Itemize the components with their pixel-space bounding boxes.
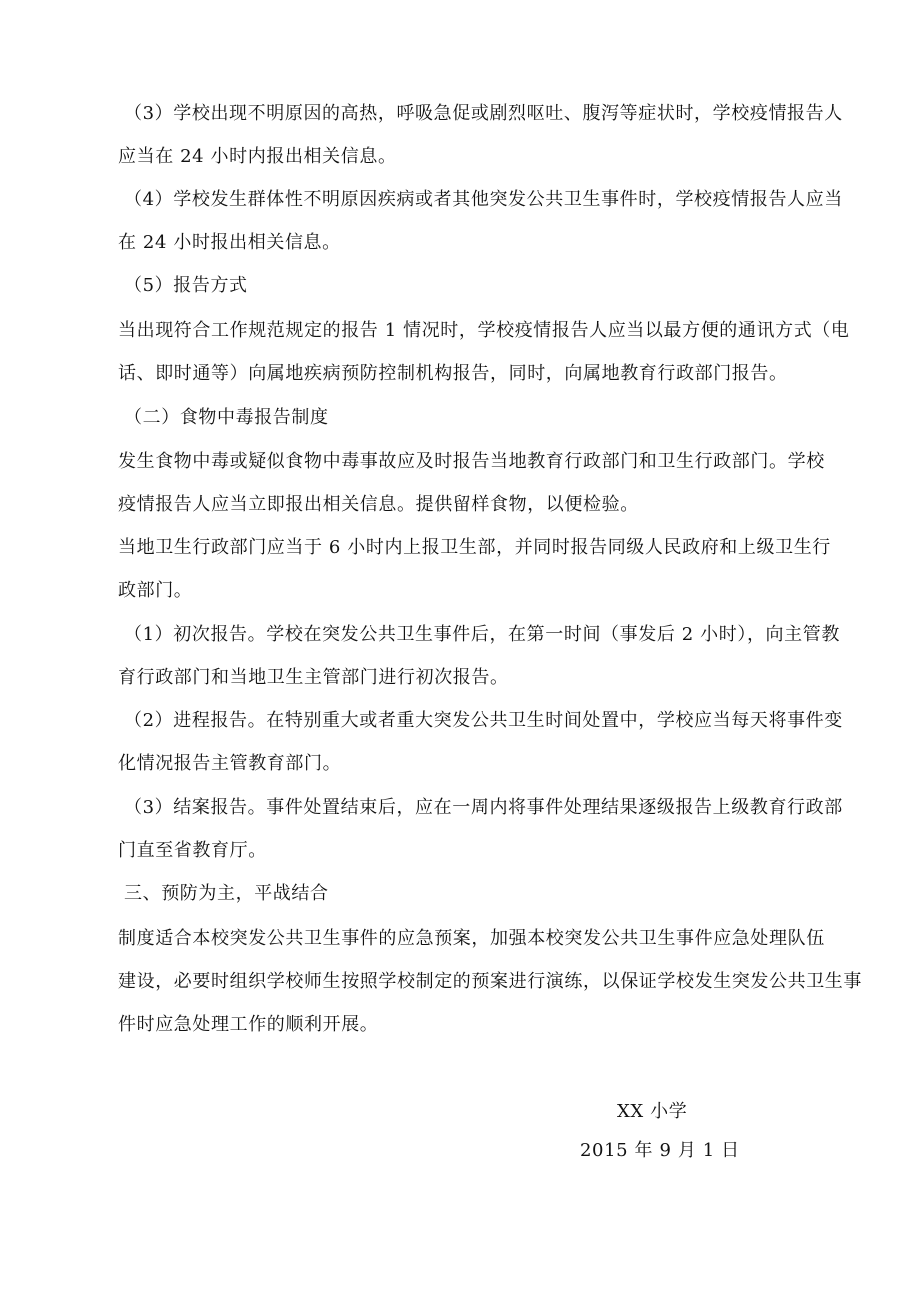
paragraph-line: 建设，必要时组织学校师生按照学校制定的预案进行演练，以保证学校发生突发公共卫生事 (118, 971, 862, 992)
paragraph-line: 化情况报告主管教育部门。 (118, 753, 342, 774)
paragraph-line: （4）学校发生群体性不明原因疾病或者其他突发公共卫生事件时，学校疫情报告人应当 (124, 189, 843, 210)
paragraph-line: 在 24 小时报出相关信息。 (118, 232, 341, 253)
section-heading: （二）食物中毒报告制度 (124, 407, 329, 428)
paragraph-line: 门直至省教育厅。 (118, 840, 267, 861)
paragraph-line: 应当在 24 小时内报出相关信息。 (118, 146, 397, 167)
paragraph-line: 当地卫生行政部门应当于 6 小时内上报卫生部，并同时报告同级人民政府和上级卫生行 (118, 537, 831, 558)
paragraph-line: （3）学校出现不明原因的高热，呼吸急促或剧烈呕吐、腹泻等症状时，学校疫情报告人 (124, 103, 843, 124)
paragraph-line: 政部门。 (118, 580, 193, 601)
paragraph-line: 话、即时通等）向属地疾病预防控制机构报告，同时，向属地教育行政部门报告。 (118, 363, 788, 384)
signature-organization: XX 小学 (617, 1101, 688, 1122)
paragraph-line: （1）初次报告。学校在突发公共卫生事件后，在第一时间（事发后 2 小时），向主管教 (124, 624, 840, 645)
paragraph-line: （3）结案报告。事件处置结束后，应在一周内将事件处理结果逐级报告上级教育行政部 (124, 797, 843, 818)
paragraph-line: 发生食物中毒或疑似食物中毒事故应及时报告当地教育行政部门和卫生行政部门。学校 (118, 451, 825, 472)
section-heading: （5）报告方式 (124, 275, 248, 296)
section-heading: 三、预防为主，平战结合 (124, 883, 329, 904)
paragraph-line: 育行政部门和当地卫生主管部门进行初次报告。 (118, 667, 509, 688)
paragraph-line: 件时应急处理工作的顺利开展。 (118, 1014, 379, 1035)
paragraph-line: 当出现符合工作规范规定的报告 1 情况时，学校疫情报告人应当以最方便的通讯方式（电 (118, 320, 850, 341)
paragraph-line: 制度适合本校突发公共卫生事件的应急预案，加强本校突发公共卫生事件应急处理队伍 (118, 928, 825, 949)
paragraph-line: （2）进程报告。在特别重大或者重大突发公共卫生时间处置中，学校应当每天将事件变 (124, 710, 843, 731)
signature-date: 2015 年 9 月 1 日 (580, 1140, 740, 1161)
paragraph-line: 疫情报告人应当立即报出相关信息。提供留样食物，以便检验。 (118, 494, 639, 515)
